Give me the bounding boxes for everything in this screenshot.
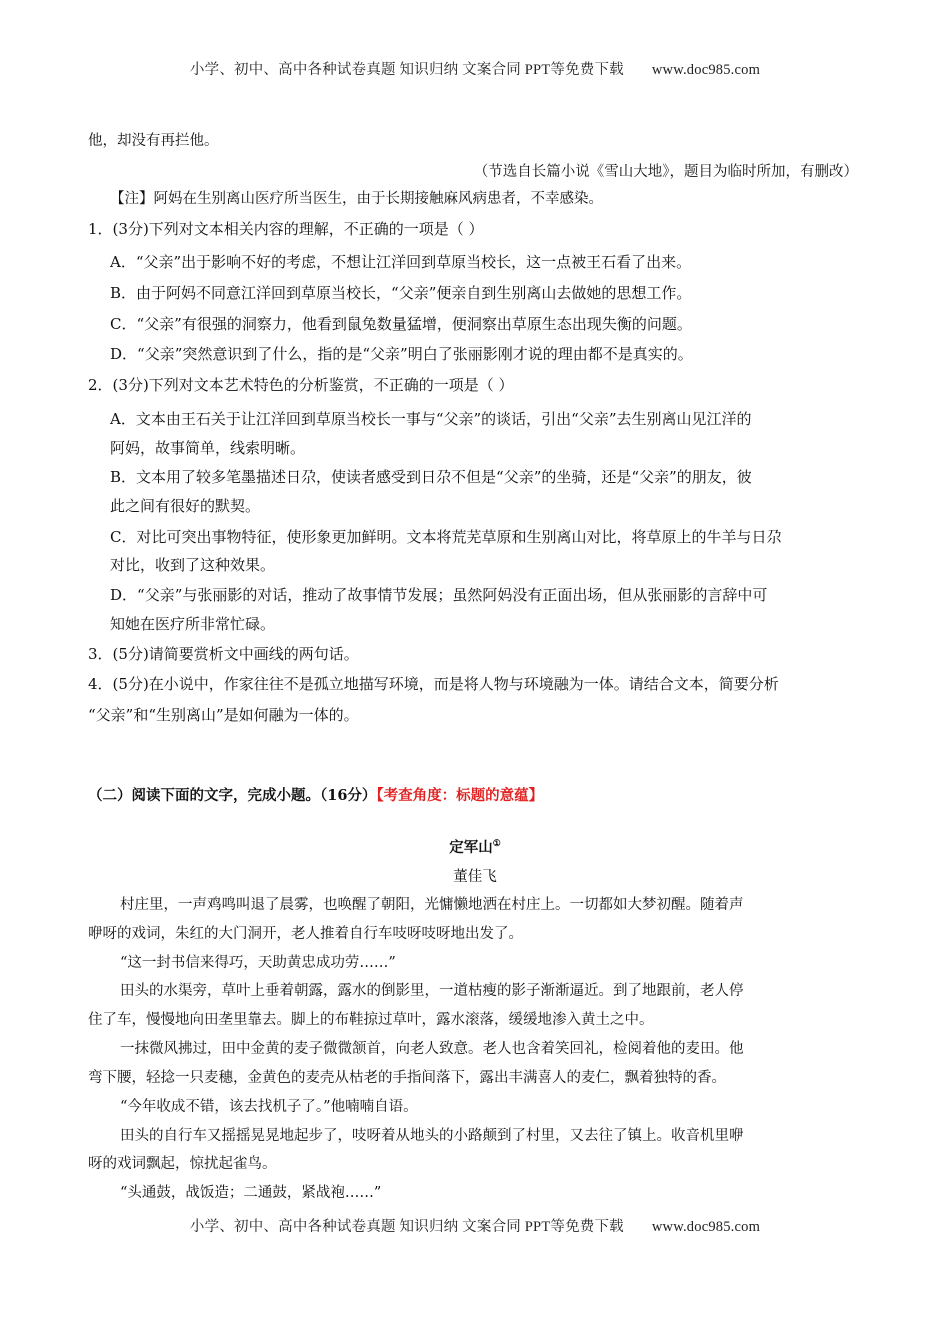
story-author: 董佳飞 [453,869,497,885]
story-paragraph-6-line2: 呀的戏词飘起，惊扰起雀鸟。 [88,1156,277,1172]
q1-option-a: A．“父亲”出于影响不好的考虑，不想让江洋回到草原当校长，这一点被王石看了出来。 [110,253,692,271]
q2-option-d-line1: D．“父亲”与张丽影的对话，推动了故事情节发展；虽然阿妈没有正面出场，但从张丽影的言辞中可 [110,586,768,604]
story-paragraph-3-line2: 住了车，慢慢地向田垄里靠去。脚上的布鞋掠过草叶，露水滚落，缓缓地渗入黄土之中。 [88,1012,654,1028]
q1-option-c: C．“父亲”有很强的洞察力，他看到鼠兔数量猛增，便洞察出草原生态出现失衡的问题。 [110,315,692,333]
page-footer [0,1215,950,1236]
section-2-focus: 【考查角度：标题的意蕴】 [376,787,544,804]
story-paragraph-2: “这一封书信来得巧，天助黄忠成功劳……” [120,955,396,971]
section-2-title: （二）阅读下面的文字，完成小题。（16分） [88,787,377,804]
story-paragraph-1-line2: 咿呀的戏词，朱红的大门洞开，老人推着自行车吱呀吱呀地出发了。 [88,926,523,942]
q2-option-b-line2: 此之间有很好的默契。 [110,497,261,515]
passage-note: 【注】阿妈在生别离山医疗所当医生，由于长期接触麻风病患者，不幸感染。 [110,191,603,207]
q2-option-c-line1: C．对比可突出事物特征，使形象更加鲜明。文本将荒芜草原和生别离山对比，将草原上的牛羊与日尕 [110,528,782,546]
page-header [0,58,950,79]
q2-option-a-line1: A．文本由王石关于让江洋回到草原当校长一事与“父亲”的谈话，引出“父亲”去生别离山见江洋的 [110,410,752,428]
story-paragraph-6-line1: 田头的自行车又摇摇晃晃地起步了，吱呀着从地头的小路颠到了村里，又去往了镇上。收音机里咿 [120,1128,744,1144]
story-title [0,836,950,857]
footer-url[interactable]: www.doc985.com [651,1219,761,1235]
footer-text: 小学、初中、高中各种试卷真题 知识归纳 文案合同 PPT等免费下载 [189,1219,624,1235]
passage-source: （节选自长篇小说《雪山大地》，题目为临时所加，有删改） [473,164,858,180]
question-4-stem-line2: “父亲”和“生别离山”是如何融为一体的。 [88,706,359,724]
q2-option-d-line2: 知她在医疗所非常忙碌。 [110,615,276,633]
q2-option-a-line2: 阿妈，故事简单，线索明晰。 [110,439,306,457]
q2-option-c-line2: 对比，收到了这种效果。 [110,556,276,574]
question-1-stem: 1．(3分)下列对文本相关内容的理解，不正确的一项是（ ） [88,220,484,238]
story-paragraph-5: “今年收成不错，该去找机子了。”他喃喃自语。 [120,1099,418,1115]
q1-option-b: B．由于阿妈不同意江洋回到草原当校长，“父亲”便亲自到生别离山去做她的思想工作。 [110,284,692,302]
story-paragraph-4-line1: 一抹微风拂过，田中金黄的麦子微微颔首，向老人致意。老人也含着笑回礼，检阅着他的麦田。他 [120,1041,744,1057]
q1-option-d: D．“父亲”突然意识到了什么，指的是“父亲”明白了张丽影刚才说的理由都不是真实的。 [110,345,693,363]
passage-last-line: 他，却没有再拦他。 [88,133,219,149]
header-url[interactable]: www.doc985.com [651,62,761,78]
q2-option-b-line1: B．文本用了较多笔墨描述日尕，使读者感受到日尕不但是“父亲”的坐骑，还是“父亲”的朋友，彼 [110,468,752,486]
header-text: 小学、初中、高中各种试卷真题 知识归纳 文案合同 PPT等免费下载 [189,62,624,78]
footnote-marker: ① [492,839,501,850]
question-4-stem-line1: 4．(5分)在小说中，作家往往不是孤立地描写环境，而是将人物与环境融为一体。请结合文本，简要分析 [88,675,779,693]
story-paragraph-4-line2: 弯下腰，轻捻一只麦穗，金黄色的麦壳从枯老的手指间落下，露出丰满喜人的麦仁，飘着独特的香。 [88,1070,726,1086]
story-paragraph-7: “头通鼓，战饭造；二通鼓，紧战袍……” [120,1185,382,1201]
story-title-text: 定军山 [449,839,493,856]
story-paragraph-1-line1: 村庄里，一声鸡鸣叫退了晨雾，也唤醒了朝阳，光慵懒地洒在村庄上。一切都如大梦初醒。随着声 [120,897,744,913]
question-3-stem: 3．(5分)请简要赏析文中画线的两句话。 [88,645,359,663]
question-2-stem: 2．(3分)下列对文本艺术特色的分析鉴赏，不正确的一项是（ ） [88,376,514,394]
section-2-heading [88,786,543,806]
story-paragraph-3-line1: 田头的水渠旁，草叶上垂着朝露，露水的倒影里，一道枯瘦的影子渐渐逼近。到了地跟前，老人停 [120,983,744,999]
